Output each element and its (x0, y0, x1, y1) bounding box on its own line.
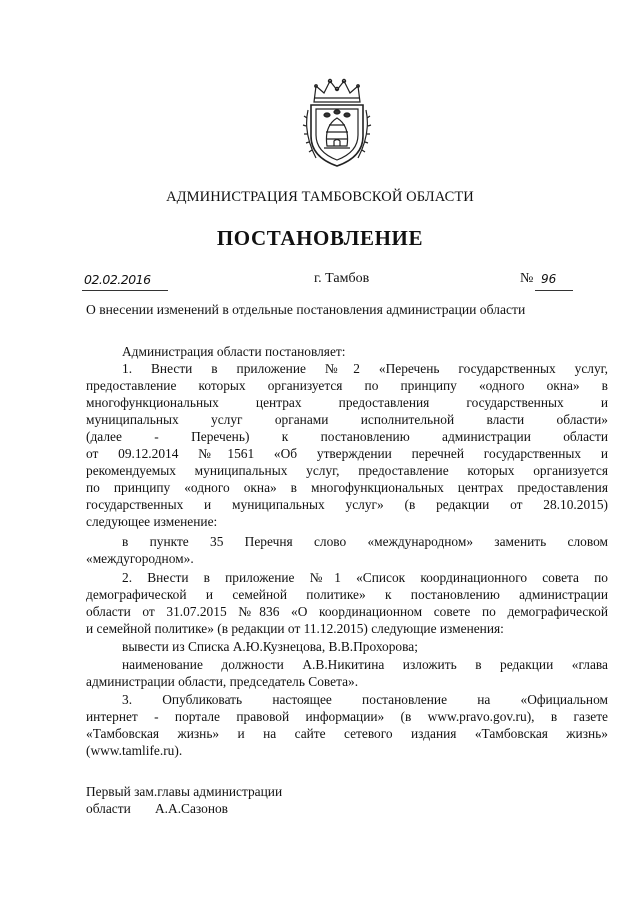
body-line: (далее - Перечень) к постановлению администрации области (86, 429, 608, 444)
document-number-label: № (520, 271, 534, 286)
date-underline (82, 290, 168, 291)
body-line: 1. Внести в приложение №2 «Перечень государственных услуг, (122, 361, 608, 376)
body-line: 3. Опубликовать настоящее постановление на «Официальном (122, 692, 608, 707)
body-line: предоставление которых организуется по принципу «одного окна» в (86, 378, 608, 393)
document-subject: О внесении изменений в отдельные постановления администрации области (86, 302, 526, 317)
body-line: муниципальных услуг органами исполнительной власти области» (86, 412, 608, 427)
body-line: и семейной политике» (в редакции от 11.12.2015) следующие изменения: (86, 621, 504, 636)
tambov-coat-of-arms-icon (300, 78, 374, 168)
signatory-position: Первый зам.главы администрации (86, 784, 283, 799)
signatory-position-cont: области (86, 801, 131, 816)
body-line: от 09.12.2014 №1561 «Об утверждении перечней государственных и (86, 446, 608, 461)
document-number: 96 (541, 272, 557, 286)
body-line: государственных и муниципальных услуг» (в редакции от 28.10.2015) (86, 497, 608, 512)
signatory-name: А.А.Сазонов (155, 801, 229, 816)
agency-name: АДМИНИСТРАЦИЯ ТАМБОВСКОЙ ОБЛАСТИ (166, 189, 474, 205)
body-line: наименование должности А.В.Никитина изложить в редакции «глава (122, 657, 608, 672)
body-line: вывести из Списка А.Ю.Кузнецова, В.В.Прохорова; (122, 639, 418, 654)
body-line: администрации области, председатель Совета». (86, 674, 359, 689)
body-line: (www.tamlife.ru). (86, 743, 183, 758)
body-line: в пункте 35 Перечня слово «международном» заменить словом (122, 534, 608, 549)
body-line: «Тамбовская жизнь» и на сайте сетевого издания «Тамбовская жизнь» (86, 726, 608, 741)
body-line: «междугородном». (86, 551, 194, 566)
body-line: рекомендуемых муниципальных услуг, предоставление которых организуется (86, 463, 608, 478)
body-line: демографической и семейной политике» к постановлению администрации (86, 587, 608, 602)
body-line: по принципу «одного окна» в многофункциональных центрах предоставления (86, 480, 608, 495)
document-date: 02.02.2016 (84, 272, 151, 287)
body-line: многофункциональных центрах предоставления государственных и (86, 395, 608, 410)
body-line: Администрация области постановляет: (122, 344, 346, 359)
document-city: г. Тамбов (314, 271, 370, 286)
body-line: интернет - портале правовой информации» (в www.pravo.gov.ru), в газете (86, 709, 608, 724)
body-line: следующее изменение: (86, 514, 218, 529)
document-type-title: ПОСТАНОВЛЕНИЕ (216, 226, 424, 250)
number-underline (535, 290, 573, 291)
body-line: 2. Внести в приложение №1 «Список координационного совета по (122, 570, 608, 585)
body-line: области от 31.07.2015 №836 «О координационном совете по демографической (86, 604, 608, 619)
